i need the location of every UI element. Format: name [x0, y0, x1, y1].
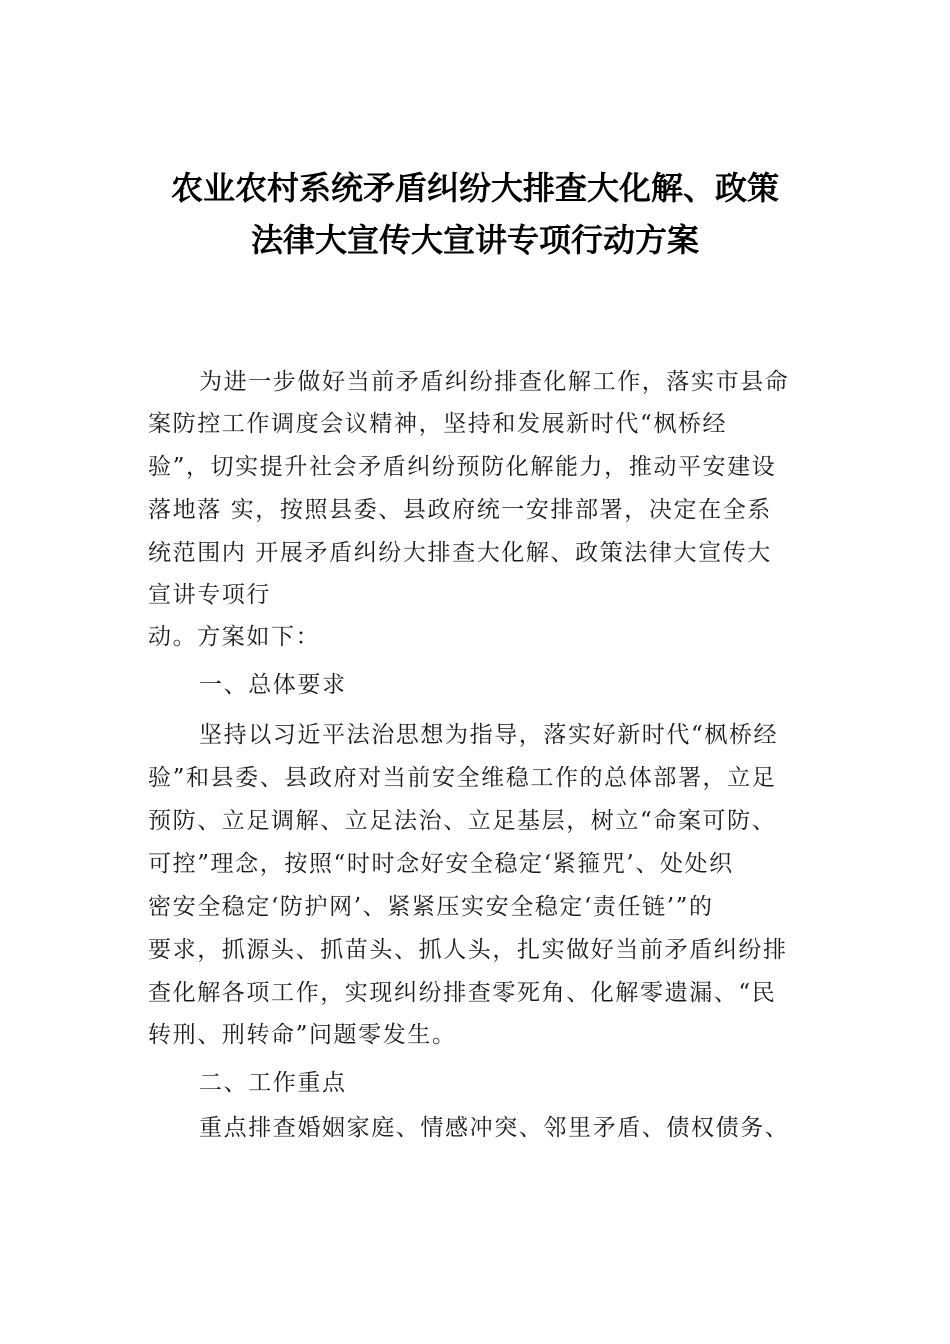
section-heading-overall-requirements: 一、总体要求	[199, 672, 347, 698]
section1-line-3: 预防、立足调解、立足法治、立足基层，树立“命案可防、	[148, 808, 777, 834]
intro-line-5: 统范围内 开展矛盾纠纷大排查大化解、政策法律大宣传大	[148, 540, 772, 566]
section1-line-6: 要求，抓源头、抓苗头、抓人头，扎实做好当前矛盾纠纷排	[148, 937, 788, 963]
section1-line-5: 密安全稳定‘防护网’、紧紧压实安全稳定‘责任链’”的	[148, 894, 714, 920]
section-heading-work-focus: 二、工作重点	[199, 1070, 347, 1096]
intro-line-1: 为进一步做好当前矛盾纠纷排查化解工作，落实市县命	[199, 369, 790, 395]
section1-line-2: 验”和县委、县政府对当前安全维稳工作的总体部署，立足	[148, 765, 777, 791]
intro-line-7: 动。方案如下：	[148, 624, 321, 650]
intro-line-4: 落地落 实，按照县委、县政府统一安排部署，决定在全系	[148, 497, 772, 523]
section2-line-1: 重点排查婚姻家庭、情感冲突、邻里矛盾、债权债务、	[199, 1115, 790, 1141]
section1-line-7: 查化解各项工作，实现纠纷排查零死角、化解零遗漏、“民	[148, 980, 777, 1006]
section1-line-8: 转刑、刑转命”问题零发生。	[148, 1022, 457, 1048]
section1-line-1: 坚持以习近平法治思想为指导，落实好新时代“枫桥经	[199, 722, 779, 748]
intro-line-3: 验”，切实提升社会矛盾纠纷预防化解能力，推动平安建设	[148, 454, 777, 480]
document-title-line-2: 法律大宣传大宣讲专项行动方案	[250, 221, 699, 259]
intro-line-2: 案防控工作调度会议精神，坚持和发展新时代“枫桥经	[148, 411, 728, 437]
intro-line-6: 宣讲专项行	[148, 582, 271, 608]
section1-line-4: 可控”理念，按照“时时念好安全稳定‘紧箍咒’、处处织	[148, 851, 734, 877]
document-title-line-1: 农业农村系统矛盾纠纷大排查大化解、政策	[170, 169, 779, 207]
